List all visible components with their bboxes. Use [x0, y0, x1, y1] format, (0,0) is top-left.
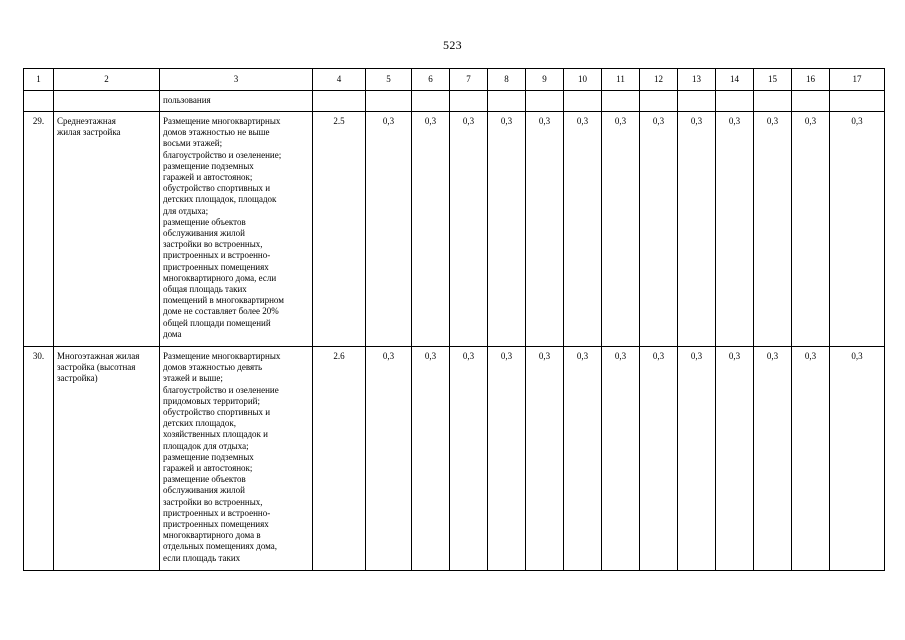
cell-empty	[488, 91, 526, 112]
cell-empty	[412, 91, 450, 112]
coefficient-value: 0,3	[792, 347, 830, 571]
cell-empty	[450, 91, 488, 112]
coefficient-value: 0,3	[488, 347, 526, 571]
column-header: 16	[792, 69, 830, 91]
column-header: 5	[366, 69, 412, 91]
coefficient-value: 0,3	[792, 112, 830, 347]
coefficient-value: 0,3	[564, 347, 602, 571]
continuation-text: пользования	[160, 91, 313, 112]
table-row	[24, 112, 885, 347]
coefficient-value: 0,3	[526, 347, 564, 571]
coefficient-value: 0,3	[830, 347, 885, 571]
cell-empty	[678, 91, 716, 112]
cell-empty	[313, 91, 366, 112]
coefficient-value: 0,3	[488, 112, 526, 347]
column-header: 12	[640, 69, 678, 91]
coefficient-value: 0,3	[602, 347, 640, 571]
coefficient-value: 0,3	[412, 112, 450, 347]
column-header: 9	[526, 69, 564, 91]
cell-empty	[792, 91, 830, 112]
cell-empty	[830, 91, 885, 112]
coefficient-value: 0,3	[640, 112, 678, 347]
land-use-table	[23, 68, 885, 571]
column-header: 11	[602, 69, 640, 91]
land-use-name: Многоэтажная жилая застройка (высотная застройка)	[54, 347, 160, 571]
continuation-row	[24, 91, 885, 112]
table-row	[24, 347, 885, 571]
column-header: 15	[754, 69, 792, 91]
column-header: 2	[54, 69, 160, 91]
column-header: 6	[412, 69, 450, 91]
coefficient-value: 0,3	[678, 347, 716, 571]
cell-empty	[716, 91, 754, 112]
column-header: 1	[24, 69, 54, 91]
coefficient-value: 0,3	[716, 347, 754, 571]
land-use-code: 2.5	[313, 112, 366, 347]
coefficient-value: 0,3	[716, 112, 754, 347]
coefficient-value: 0,3	[450, 112, 488, 347]
header-row	[24, 69, 885, 91]
page-number: 523	[443, 38, 462, 52]
cell-empty	[564, 91, 602, 112]
cell-empty	[640, 91, 678, 112]
row-number: 29.	[24, 112, 54, 347]
cell-empty	[602, 91, 640, 112]
land-use-code: 2.6	[313, 347, 366, 571]
column-header: 17	[830, 69, 885, 91]
column-header: 4	[313, 69, 366, 91]
column-header: 14	[716, 69, 754, 91]
coefficient-value: 0,3	[450, 347, 488, 571]
cell-empty	[526, 91, 564, 112]
column-header: 8	[488, 69, 526, 91]
cell-empty	[54, 91, 160, 112]
coefficient-value: 0,3	[564, 112, 602, 347]
cell-empty	[754, 91, 792, 112]
coefficient-value: 0,3	[526, 112, 564, 347]
coefficient-value: 0,3	[640, 347, 678, 571]
coefficient-value: 0,3	[678, 112, 716, 347]
coefficient-value: 0,3	[754, 347, 792, 571]
coefficient-value: 0,3	[366, 112, 412, 347]
column-header: 13	[678, 69, 716, 91]
coefficient-value: 0,3	[830, 112, 885, 347]
cell-empty	[366, 91, 412, 112]
land-use-name: Среднеэтажная жилая застройка	[54, 112, 160, 347]
column-header: 10	[564, 69, 602, 91]
coefficient-value: 0,3	[754, 112, 792, 347]
land-use-description: Размещение многоквартирных домов этажностью девять этажей и выше; благоустройство и озеленение придомовых территорий; обустройство спортивных и детских площадок, хозяйственных площадок и площадок для отдыха; размещение подземных гаражей и автостоянок; размещение объектов обслуживания жилой застройки во встроенных, пристроенных и встроенно- пристроенных помещениях многоквартирного дома в отдельных помещениях дома, если площадь таких	[160, 347, 313, 571]
coefficient-value: 0,3	[602, 112, 640, 347]
coefficient-value: 0,3	[366, 347, 412, 571]
coefficient-value: 0,3	[412, 347, 450, 571]
column-header: 3	[160, 69, 313, 91]
row-number: 30.	[24, 347, 54, 571]
column-header: 7	[450, 69, 488, 91]
cell-empty	[24, 91, 54, 112]
land-use-description: Размещение многоквартирных домов этажностью не выше восьми этажей; благоустройство и озеленение; размещение подземных гаражей и автостоянок; обустройство спортивных и детских площадок, площадок для отдыха; размещение объектов обслуживания жилой застройки во встроенных, пристроенных и встроенно- пристроенных помещениях многоквартирного дома, если общая площадь таких помещений в многоквартирном доме не составляет более 20% общей площади помещений дома	[160, 112, 313, 347]
